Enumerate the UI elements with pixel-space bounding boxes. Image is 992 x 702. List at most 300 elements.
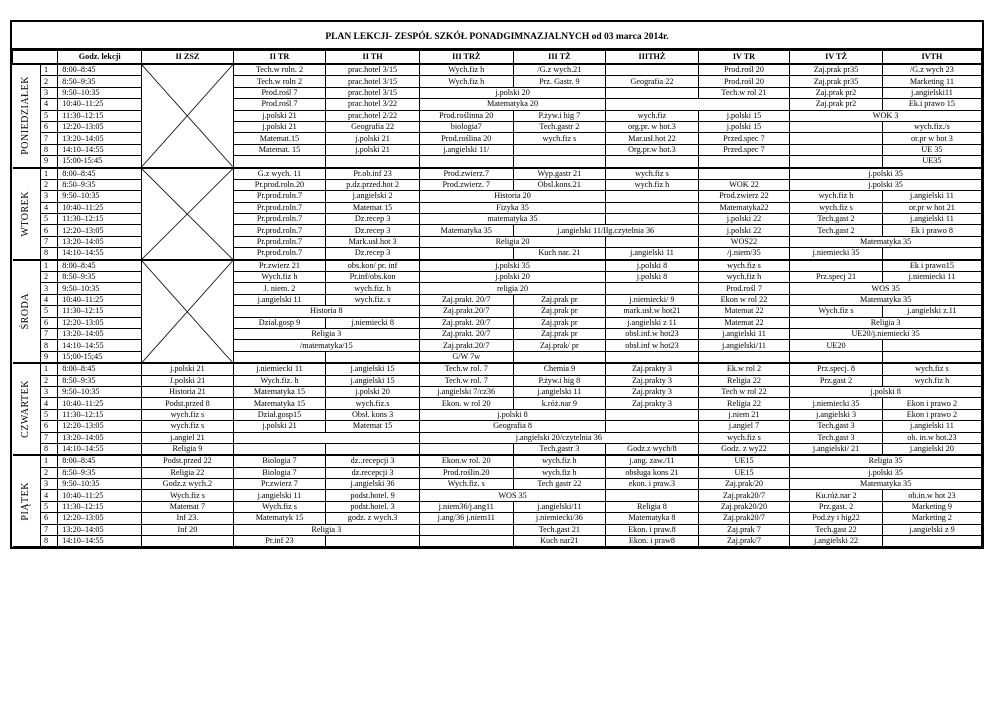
lesson-cell bbox=[790, 260, 883, 272]
lesson-cell: Zaj.prakty 3 bbox=[606, 386, 699, 397]
lesson-number: 6 bbox=[40, 225, 57, 236]
lesson-hour: 10:40–11:25 bbox=[58, 294, 142, 305]
lesson-number: 4 bbox=[40, 294, 57, 305]
lesson-hour: 14:10–14:55 bbox=[58, 248, 142, 260]
lesson-cell: k.róż.nar 9 bbox=[513, 398, 606, 409]
lesson-cell: wych.fiz h bbox=[513, 467, 606, 478]
lesson-cell: Tech w rol 22 bbox=[698, 386, 790, 397]
lesson-cell bbox=[513, 144, 606, 155]
lesson-cell bbox=[882, 351, 981, 363]
lesson-hour: 9:50–10:35 bbox=[58, 283, 142, 294]
lesson-cell bbox=[698, 156, 790, 168]
lesson-cell: Dz.recep 3 bbox=[326, 225, 420, 236]
lesson-number: 6 bbox=[40, 421, 57, 432]
lesson-cell: Tech.gast 2 bbox=[790, 225, 883, 236]
lesson-cell: Tech.gastr 2 bbox=[513, 121, 606, 132]
lesson-cell: UE20 bbox=[790, 340, 883, 351]
lesson-cell: Prod.zwierz. 7 bbox=[419, 179, 513, 190]
lesson-cell bbox=[606, 409, 699, 420]
lesson-number: 1 bbox=[40, 363, 57, 375]
lesson-cell bbox=[606, 156, 699, 168]
lesson-cell: j.polski 21 bbox=[326, 133, 420, 144]
lesson-cell: Pr.inf/obs.kon bbox=[326, 272, 420, 283]
lesson-cell: Religia 3 bbox=[233, 524, 419, 535]
header-cell: IIITHŻ bbox=[606, 51, 699, 65]
table-row bbox=[13, 260, 982, 272]
lesson-cell: WOS 35 bbox=[419, 490, 605, 501]
lesson-cell: j.angielski 11 bbox=[698, 328, 790, 339]
lesson-cell: j.angielski z 9 bbox=[882, 524, 981, 535]
header-cell: II ZSZ bbox=[142, 51, 234, 65]
lesson-cell: Zaj.prak pr2 bbox=[790, 87, 883, 98]
crossed-out-cell bbox=[142, 64, 234, 168]
header-row bbox=[13, 51, 982, 65]
lesson-hour: 11:30–12:15 bbox=[58, 214, 142, 225]
lesson-cell: G.z wych. 11 bbox=[233, 168, 326, 180]
lesson-hour: 8:00–8:45 bbox=[58, 455, 142, 467]
lesson-hour: 11:30–12:15 bbox=[58, 409, 142, 420]
header-cell: III TRŻ bbox=[419, 51, 513, 65]
lesson-number: 9 bbox=[40, 351, 57, 363]
header-cell: IV TŻ bbox=[790, 51, 883, 65]
lesson-hour: 12:20–13:05 bbox=[58, 317, 142, 328]
schedule-table bbox=[12, 50, 982, 547]
lesson-cell bbox=[233, 351, 326, 363]
lesson-cell: wych.fiz s bbox=[606, 168, 699, 180]
lesson-cell bbox=[790, 133, 883, 144]
lesson-cell: j.angielski 11 bbox=[233, 490, 326, 501]
lesson-cell: Pr.prod.roln.7 bbox=[233, 214, 326, 225]
lesson-cell: Tech.gast 22 bbox=[790, 524, 883, 535]
lesson-cell: Religia 8 bbox=[606, 501, 699, 512]
lesson-cell: Matematyka 15 bbox=[233, 398, 326, 409]
lesson-cell: j.ang. zaw./11 bbox=[606, 455, 699, 467]
lesson-hour: 10:40–11:25 bbox=[58, 490, 142, 501]
lesson-cell: or.pr w hot 3 bbox=[882, 133, 981, 144]
lesson-cell: wych.fiz./s bbox=[882, 121, 981, 132]
lesson-cell: Matematyk 15 bbox=[233, 513, 326, 524]
lesson-cell: j.angielski 11 bbox=[606, 248, 699, 260]
header-cell: III TŻ bbox=[513, 51, 606, 65]
lesson-cell: Ek i prawo15 bbox=[882, 260, 981, 272]
lesson-cell: P.żyw.i hig 8 bbox=[513, 375, 606, 386]
lesson-number: 4 bbox=[40, 99, 57, 110]
lesson-cell: j.niem 21 bbox=[698, 409, 790, 420]
lesson-cell: Ekon i prawo 2 bbox=[882, 398, 981, 409]
lesson-cell: Dział.gosp 9 bbox=[233, 317, 326, 328]
lesson-hour: 8:00–8:45 bbox=[58, 260, 142, 272]
lesson-cell: J. niem. 2 bbox=[233, 283, 326, 294]
lesson-hour: 9:50–10:35 bbox=[58, 191, 142, 202]
lesson-cell: Prod.rośl 7 bbox=[233, 87, 326, 98]
lesson-cell: j.angiel 21 bbox=[142, 432, 234, 443]
table-row bbox=[13, 386, 982, 397]
lesson-cell: wych.fiz s bbox=[882, 363, 981, 375]
lesson-cell: WOK 22 bbox=[698, 179, 790, 190]
lesson-cell: Matematyka 35 bbox=[790, 294, 982, 305]
lesson-cell: Zaj.prakt.20/7 bbox=[419, 306, 513, 317]
lesson-cell: Religia 22 bbox=[698, 375, 790, 386]
lesson-cell: Zaj.prak pr bbox=[513, 317, 606, 328]
lesson-cell: j.polski 21 bbox=[142, 363, 234, 375]
lesson-cell: Prz.specj. 8 bbox=[790, 363, 883, 375]
lesson-hour: 8:00–8:45 bbox=[58, 363, 142, 375]
lesson-hour: 13:20–14:05 bbox=[58, 432, 142, 443]
lesson-hour: 13:20–14:05 bbox=[58, 524, 142, 535]
day-label bbox=[13, 260, 41, 364]
lesson-cell: WOS22 bbox=[698, 236, 790, 247]
lesson-cell: p.dz.przed.hot 2 bbox=[326, 179, 420, 190]
lesson-cell: Ekon. i praw8 bbox=[606, 536, 699, 547]
lesson-cell: j.angielski 22 bbox=[790, 536, 883, 547]
table-row bbox=[13, 409, 982, 420]
lesson-hour: 12:20–13:05 bbox=[58, 513, 142, 524]
lesson-hour: 8:50–9:35 bbox=[58, 272, 142, 283]
lesson-cell: j.angielski 11 bbox=[882, 214, 981, 225]
lesson-cell: Zaj.prak20/7 bbox=[698, 513, 790, 524]
lesson-cell: j.angielski 11/ bbox=[419, 144, 513, 155]
lesson-cell: wych.fiz s bbox=[142, 409, 234, 420]
lesson-cell: Kuch nar. 21 bbox=[513, 248, 606, 260]
lesson-cell bbox=[606, 283, 699, 294]
lesson-cell: J.polski 21 bbox=[142, 375, 234, 386]
lesson-cell: j.angielski 7/cz36 bbox=[419, 386, 513, 397]
lesson-number: 8 bbox=[40, 248, 57, 260]
lesson-cell: P.żyw.i hig 7 bbox=[513, 110, 606, 121]
lesson-cell: Ekon i prawo 2 bbox=[882, 409, 981, 420]
lesson-cell: /matematyka/15 bbox=[233, 340, 419, 351]
lesson-cell bbox=[233, 432, 419, 443]
lesson-hour: 12:20–13:05 bbox=[58, 225, 142, 236]
day-label bbox=[13, 64, 41, 168]
lesson-cell: Przed.spec 7 bbox=[698, 133, 790, 144]
lesson-number: 2 bbox=[40, 179, 57, 190]
lesson-cell: prac.hotel 3/15 bbox=[326, 87, 420, 98]
lesson-cell bbox=[882, 340, 981, 351]
lesson-cell: Zaj.prakt.20/7 bbox=[419, 340, 513, 351]
lesson-number: 1 bbox=[40, 260, 57, 272]
lesson-cell: Ek i prawo 8 bbox=[882, 225, 981, 236]
lesson-cell: Pr.inf 23 bbox=[233, 536, 326, 547]
lesson-cell: Matemat 15 bbox=[326, 421, 420, 432]
lesson-cell: Tech.w rol. 7 bbox=[419, 375, 513, 386]
lesson-cell: UE35 bbox=[882, 156, 981, 168]
lesson-cell: dz.recepcji 3 bbox=[326, 467, 420, 478]
lesson-number: 8 bbox=[40, 536, 57, 547]
lesson-cell: j.angielski 11 bbox=[233, 294, 326, 305]
lesson-number: 7 bbox=[40, 133, 57, 144]
lesson-cell: Pr.zwierz 21 bbox=[233, 260, 326, 272]
lesson-cell bbox=[790, 121, 883, 132]
lesson-cell: wych.fiz s bbox=[698, 260, 790, 272]
lesson-cell: j.angielski 3 bbox=[790, 409, 883, 420]
lesson-cell: Geografia 22 bbox=[606, 76, 699, 87]
lesson-cell: Tech gastr 22 bbox=[513, 479, 606, 490]
lesson-cell: UE20/j.niemiecki 35 bbox=[790, 328, 982, 339]
lesson-cell: Dział.gosp15 bbox=[233, 409, 326, 420]
lesson-number: 7 bbox=[40, 432, 57, 443]
lesson-cell: org.pr. w hot.3 bbox=[606, 121, 699, 132]
lesson-hour: 14:10–14:55 bbox=[58, 536, 142, 547]
lesson-cell: Pr.prod.roln.7 bbox=[233, 236, 326, 247]
lesson-cell: j.angielski 36 bbox=[326, 479, 420, 490]
lesson-plan-sheet bbox=[10, 20, 984, 549]
lesson-cell: Wych.fiz s bbox=[790, 306, 883, 317]
lesson-number: 3 bbox=[40, 479, 57, 490]
lesson-cell: wych.fiz h bbox=[882, 375, 981, 386]
header-cell: IV TR bbox=[698, 51, 790, 65]
lesson-number: 1 bbox=[40, 455, 57, 467]
table-row bbox=[13, 432, 982, 443]
day-label bbox=[13, 455, 41, 547]
lesson-cell bbox=[419, 248, 513, 260]
lesson-number: 7 bbox=[40, 236, 57, 247]
lesson-cell: Ku.róż.nar 2 bbox=[790, 490, 883, 501]
lesson-number: 5 bbox=[40, 501, 57, 512]
lesson-cell: prac.hotel 3/22 bbox=[326, 99, 420, 110]
lesson-cell: ob.in.w hot 23 bbox=[882, 490, 981, 501]
lesson-number: 5 bbox=[40, 306, 57, 317]
lesson-cell: Zaj.prakt. 20/7 bbox=[419, 328, 513, 339]
day-group bbox=[13, 455, 982, 547]
lesson-cell: Tech.gast 3 bbox=[790, 432, 883, 443]
lesson-number: 6 bbox=[40, 317, 57, 328]
lesson-number: 5 bbox=[40, 110, 57, 121]
lesson-hour: 14:10–14:55 bbox=[58, 144, 142, 155]
lesson-cell: Godz. z wy22 bbox=[698, 443, 790, 455]
lesson-cell: Ekon. i praw.8 bbox=[606, 524, 699, 535]
lesson-hour: 9:50–10:35 bbox=[58, 87, 142, 98]
lesson-cell: j.niemiecki 35 bbox=[790, 398, 883, 409]
lesson-cell: Prz. Gastr. 9 bbox=[513, 76, 606, 87]
lesson-hour: 12:20–13:05 bbox=[58, 121, 142, 132]
lesson-hour: 8:50–9:35 bbox=[58, 467, 142, 478]
lesson-cell: Zaj.prakt. 20/7 bbox=[419, 317, 513, 328]
lesson-cell: wych.fiz. s bbox=[326, 294, 420, 305]
lesson-number: 4 bbox=[40, 398, 57, 409]
lesson-cell bbox=[606, 191, 699, 202]
table-row bbox=[13, 513, 982, 524]
day-name: ŚRODA bbox=[20, 293, 32, 330]
lesson-cell: Matematyka 35 bbox=[790, 236, 982, 247]
lesson-number: 8 bbox=[40, 144, 57, 155]
lesson-cell: j.polski 35 bbox=[790, 467, 982, 478]
lesson-number: 6 bbox=[40, 121, 57, 132]
lesson-cell: Inf 20 bbox=[142, 524, 234, 535]
lesson-cell: Religia 9 bbox=[142, 443, 234, 455]
lesson-cell: Geografia 8 bbox=[419, 421, 605, 432]
lesson-cell: Podst.przed 22 bbox=[142, 455, 234, 467]
lesson-cell: Zaj.prak pr35 bbox=[790, 76, 883, 87]
lesson-cell bbox=[513, 351, 606, 363]
lesson-cell bbox=[606, 351, 699, 363]
lesson-cell: Mar.usł.hot 22 bbox=[606, 133, 699, 144]
lesson-cell: obsługa kons 21 bbox=[606, 467, 699, 478]
lesson-cell: j.polski 15 bbox=[698, 110, 790, 121]
lesson-cell: Tech.w rol. 7 bbox=[419, 363, 513, 375]
lesson-cell: j.polski 22 bbox=[698, 214, 790, 225]
lesson-cell: Prz.specj 21 bbox=[790, 272, 883, 283]
lesson-cell: wych.fiz h bbox=[698, 272, 790, 283]
lesson-cell: Zaj.prakty 3 bbox=[606, 363, 699, 375]
lesson-number: 3 bbox=[40, 386, 57, 397]
lesson-cell: Historia 8 bbox=[233, 306, 419, 317]
lesson-cell: Ekon.w rol. 20 bbox=[419, 455, 513, 467]
lesson-cell bbox=[606, 202, 699, 213]
lesson-cell bbox=[419, 443, 513, 455]
lesson-number: 3 bbox=[40, 87, 57, 98]
lesson-cell bbox=[606, 64, 699, 76]
lesson-hour: 13:20–14:05 bbox=[58, 133, 142, 144]
table-row bbox=[13, 536, 982, 547]
lesson-cell bbox=[606, 490, 699, 501]
lesson-cell: j.polski 8 bbox=[606, 272, 699, 283]
lesson-cell: podst.hotel. 3 bbox=[326, 501, 420, 512]
lesson-cell: j.angielski 11 bbox=[882, 191, 981, 202]
lesson-cell: Zaj.prakt. 20/7 bbox=[419, 294, 513, 305]
lesson-cell: Zaj.prak20/20 bbox=[698, 501, 790, 512]
lesson-cell: j.niemiecki 35 bbox=[790, 248, 883, 260]
page-title: PLAN LEKCJI- ZESPÓŁ SZKÓŁ PONADGIMNAZJALNYCH od 03 marca 2014r. bbox=[12, 22, 982, 50]
lesson-cell bbox=[882, 536, 981, 547]
lesson-cell: wych.fiz h bbox=[606, 179, 699, 190]
lesson-cell: j.angielski 20/czytelnia 36 bbox=[419, 432, 698, 443]
lesson-cell: Przed.spec 7 bbox=[698, 144, 790, 155]
lesson-cell: j.angielski 11 bbox=[882, 421, 981, 432]
lesson-cell: j.angielski/ 21 bbox=[790, 443, 883, 455]
lesson-cell: Historia 21 bbox=[142, 386, 234, 397]
lesson-hour: 9:50–10:35 bbox=[58, 479, 142, 490]
table-row bbox=[13, 455, 982, 467]
lesson-number: 2 bbox=[40, 467, 57, 478]
lesson-hour: 15:00-15:45 bbox=[58, 156, 142, 168]
lesson-cell: wych.fiz s bbox=[698, 432, 790, 443]
lesson-cell: obsł.inf.w hot23 bbox=[606, 328, 699, 339]
lesson-cell bbox=[326, 351, 420, 363]
lesson-cell: /G.z wych.21 bbox=[513, 64, 606, 76]
day-name: PIĄTEK bbox=[20, 482, 32, 521]
table-row bbox=[13, 421, 982, 432]
lesson-cell: j.niem36/j.ang11 bbox=[419, 501, 513, 512]
lesson-cell: Religia 22 bbox=[142, 467, 234, 478]
lesson-cell: Religia 22 bbox=[698, 398, 790, 409]
lesson-cell: wych.fiz. h bbox=[326, 283, 420, 294]
table-row bbox=[13, 168, 982, 180]
lesson-cell bbox=[606, 99, 790, 110]
lesson-cell: j.polski 20 bbox=[326, 386, 420, 397]
lesson-cell: Matematyka 35 bbox=[790, 479, 982, 490]
table-row bbox=[13, 524, 982, 535]
lesson-number: 2 bbox=[40, 272, 57, 283]
lesson-cell: j.polski 20 bbox=[419, 272, 605, 283]
lesson-cell: j.polski 21 bbox=[233, 421, 326, 432]
lesson-cell: biologia7 bbox=[419, 121, 513, 132]
lesson-cell: Zaj.prak20/7 bbox=[698, 490, 790, 501]
lesson-cell: Tech.w roln. 2 bbox=[233, 64, 326, 76]
lesson-cell: Prod.rośl 7 bbox=[233, 99, 326, 110]
lesson-cell: Wych.fiz h bbox=[419, 76, 513, 87]
lesson-cell: Podst.przed 8 bbox=[142, 398, 234, 409]
lesson-hour: 11:30–12:15 bbox=[58, 501, 142, 512]
lesson-cell: Prz.gast. 2 bbox=[790, 501, 883, 512]
lesson-hour: 15;00-15;45 bbox=[58, 351, 142, 363]
lesson-cell bbox=[233, 443, 326, 455]
lesson-cell: j.angielski 15 bbox=[326, 363, 420, 375]
lesson-cell: Wych.fiz s bbox=[233, 501, 326, 512]
lesson-cell: j.angielski 20 bbox=[882, 443, 981, 455]
lesson-cell: Prod.roślin.20 bbox=[419, 467, 513, 478]
lesson-cell: Matemat. 15 bbox=[233, 144, 326, 155]
lesson-cell bbox=[882, 248, 981, 260]
lesson-cell: j.niemiecki 8 bbox=[326, 317, 420, 328]
lesson-cell: Ek.i prawo 15 bbox=[882, 99, 981, 110]
lesson-cell: Zaj.prak pr bbox=[513, 328, 606, 339]
lesson-hour: 9:50–10:35 bbox=[58, 386, 142, 397]
lesson-cell bbox=[419, 156, 513, 168]
lesson-cell: Fizyka 35 bbox=[419, 202, 605, 213]
lesson-cell: Pr.prod.roln.7 bbox=[233, 202, 326, 213]
header-cell: II TH bbox=[326, 51, 420, 65]
lesson-cell: Wych.fiz s bbox=[142, 490, 234, 501]
lesson-cell: Matemat 22 bbox=[698, 306, 790, 317]
lesson-cell: Pr.zwierz 7 bbox=[233, 479, 326, 490]
lesson-cell: dz..recepcji 3 bbox=[326, 455, 420, 467]
lesson-hour: 8:50–9:35 bbox=[58, 179, 142, 190]
lesson-cell bbox=[419, 536, 513, 547]
lesson-number: 5 bbox=[40, 214, 57, 225]
lesson-cell: j.polski 35 bbox=[419, 260, 605, 272]
lesson-cell: Biologia 7 bbox=[233, 467, 326, 478]
table-row bbox=[13, 398, 982, 409]
lesson-cell: Matematyka 35 bbox=[419, 225, 513, 236]
crossed-out-cell bbox=[142, 260, 234, 364]
lesson-cell: j.angielski 2 bbox=[326, 191, 420, 202]
lesson-cell: Zaj.prakty 3 bbox=[606, 398, 699, 409]
lesson-cell: UE15 bbox=[698, 455, 790, 467]
lesson-cell: Pod.ży i hig22 bbox=[790, 513, 883, 524]
lesson-cell: Godz.z wych.2 bbox=[142, 479, 234, 490]
lesson-cell: Prod.zwierz.7 bbox=[419, 168, 513, 180]
lesson-number: 5 bbox=[40, 409, 57, 420]
lesson-cell bbox=[606, 236, 699, 247]
lesson-hour: 8:50–9:35 bbox=[58, 76, 142, 87]
lesson-cell: Tech.gast 3 bbox=[790, 421, 883, 432]
lesson-cell: Religia 3 bbox=[233, 328, 419, 339]
lesson-cell: Religia 35 bbox=[790, 455, 982, 467]
day-name: WTOREK bbox=[20, 190, 32, 237]
lesson-hour: 10:40–11:25 bbox=[58, 99, 142, 110]
lesson-cell: Obsl.kons.21 bbox=[513, 179, 606, 190]
lesson-cell: wych.fiz bbox=[606, 110, 699, 121]
lesson-cell: Tech.w rol 21 bbox=[698, 87, 790, 98]
lesson-cell: Tech.gastr 3 bbox=[513, 443, 606, 455]
lesson-cell: Geografia 22 bbox=[326, 121, 420, 132]
lesson-cell: j.polski 8 bbox=[790, 386, 982, 397]
lesson-cell: wych.fiz h bbox=[790, 191, 883, 202]
lesson-hour: 11:30–12:15 bbox=[58, 110, 142, 121]
day-group bbox=[13, 363, 982, 455]
lesson-cell: Tech.gast 21 bbox=[513, 524, 606, 535]
lesson-cell: Marketing 9 bbox=[882, 501, 981, 512]
crossed-out-cell bbox=[142, 168, 234, 260]
lesson-cell: Pr.prod.roln.20 bbox=[233, 179, 326, 190]
lesson-cell: Matematyka22 bbox=[698, 202, 790, 213]
lesson-cell: Godz.z wych/8 bbox=[606, 443, 699, 455]
lesson-cell: j.angielski11 bbox=[882, 87, 981, 98]
lesson-number: 7 bbox=[40, 328, 57, 339]
lesson-number: 8 bbox=[40, 340, 57, 351]
lesson-cell: j.angielski z.11 bbox=[882, 306, 981, 317]
